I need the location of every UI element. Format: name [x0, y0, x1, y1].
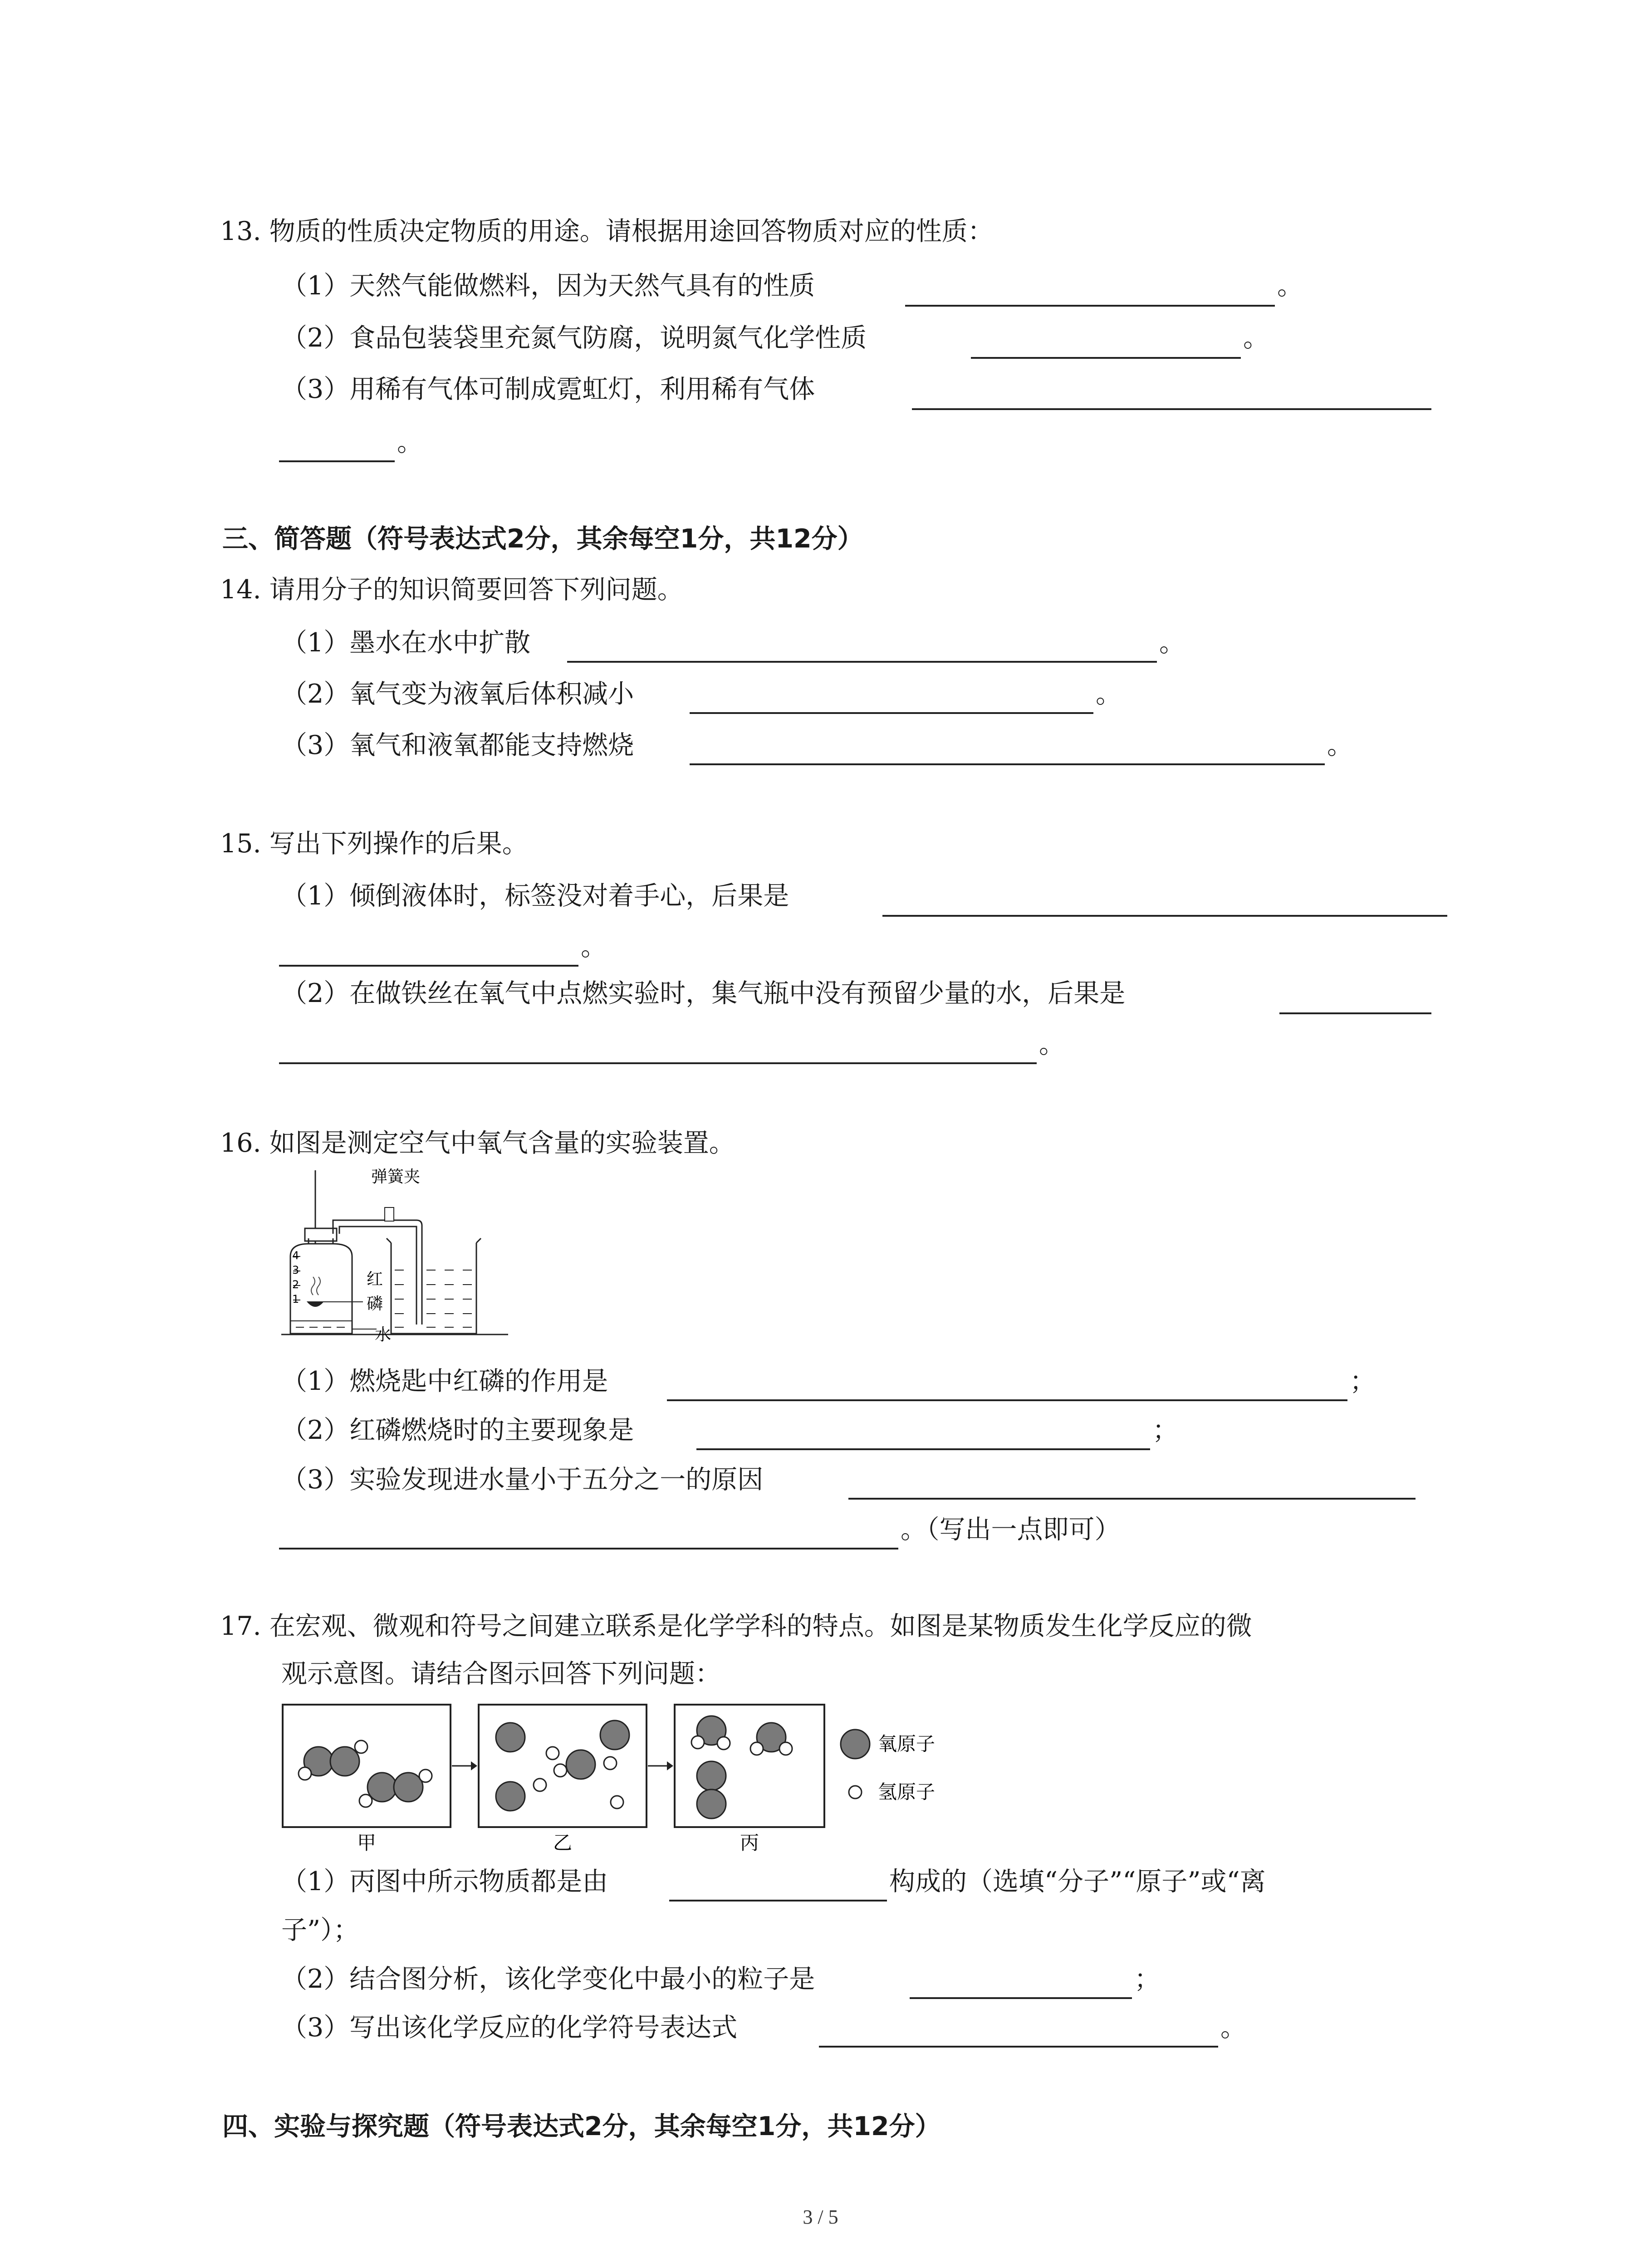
scale-1: 1: [292, 1293, 299, 1305]
q15-part2: （2）在做铁丝在氧气中点燃实验时，集气瓶中没有预留少量的水，后果是: [281, 978, 1126, 1008]
q14-part2: （2）氧气变为液氧后体积减小: [281, 679, 634, 709]
q15-part1: （1）倾倒液体时，标签没对着手心，后果是: [281, 881, 789, 911]
q17-part3: （3）写出该化学反应的化学符号表达式: [281, 2013, 738, 2043]
q17-stem-line1: 17. 在宏观、微观和符号之间建立联系是化学学科的特点。如图是某物质发生化学反应的微: [220, 1611, 1252, 1641]
reaction-microscopic-figure: [281, 1703, 980, 1860]
q13-period2: 。: [1243, 323, 1269, 353]
label-yi: 乙: [553, 1832, 573, 1854]
q17-semicolon2: ；: [1134, 1964, 1160, 1994]
q17-stem-line2: 观示意图。请结合图示回答下列问题：: [281, 1659, 721, 1689]
label-jia: 甲: [357, 1832, 377, 1854]
section3-title: 三、简答题（符号表达式2分，其余每空1分，共12分）: [222, 524, 863, 554]
q17-part1-tail: 构成的（选填“分子”“原子”或“离: [889, 1867, 1266, 1897]
q13-stem: 13. 物质的性质决定物质的用途。请根据用途回答物质对应的性质：: [220, 216, 994, 246]
gas-bottle: [290, 1244, 352, 1334]
q15-blank1a[interactable]: [882, 915, 1447, 917]
q13-blank1[interactable]: [905, 305, 1275, 307]
scale-4: 4: [292, 1249, 299, 1262]
q13-period1: 。: [1277, 271, 1303, 301]
page-number: 3 / 5: [803, 2206, 838, 2228]
beaker: [391, 1243, 476, 1334]
scale-2: 2: [292, 1278, 299, 1291]
red-label: 红: [367, 1270, 383, 1289]
legend-hydrogen-atom: [849, 1786, 862, 1799]
q13-part2: （2）食品包装袋里充氮气防腐，说明氮气化学性质: [281, 323, 867, 353]
q15-blank1b[interactable]: [279, 965, 578, 967]
q15-period2: 。: [1039, 1029, 1065, 1059]
label-bing: 丙: [740, 1832, 759, 1854]
q16-blank1[interactable]: [667, 1399, 1347, 1401]
q16-part1: （1）燃烧匙中红磷的作用是: [281, 1366, 608, 1396]
q14-blank3[interactable]: [690, 763, 1325, 765]
q17-part2: （2）结合图分析，该化学变化中最小的粒子是: [281, 1964, 815, 1994]
q14-blank1[interactable]: [567, 661, 1157, 663]
q15-stem: 15. 写出下列操作的后果。: [220, 829, 528, 859]
q16-hint: 。（写出一点即可）: [901, 1515, 1121, 1545]
legend-hydrogen-label: 氢原子: [878, 1781, 936, 1803]
q16-part3: （3）实验发现进水量小于五分之一的原因: [281, 1465, 764, 1495]
q16-semicolon2: ；: [1152, 1415, 1178, 1445]
water-label: 水: [375, 1325, 392, 1344]
q16-stem: 16. 如图是测定空气中氧气含量的实验装置。: [220, 1128, 735, 1158]
q14-blank2[interactable]: [690, 712, 1093, 714]
section4-title: 四、实验与探究题（符号表达式2分，其余每空1分，共12分）: [222, 2112, 941, 2141]
q17-blank1[interactable]: [669, 1900, 887, 1901]
q14-stem: 14. 请用分子的知识简要回答下列问题。: [220, 575, 683, 605]
q13-blank2[interactable]: [971, 357, 1241, 359]
q16-semicolon1: ；: [1350, 1366, 1376, 1396]
q14-part1: （1）墨水在水中扩散: [281, 628, 531, 658]
q16-blank3a[interactable]: [848, 1498, 1416, 1500]
q16-blank2[interactable]: [696, 1448, 1150, 1450]
q17-part1: （1）丙图中所示物质都是由: [281, 1867, 608, 1897]
q13-part3: （3）用稀有气体可制成霓虹灯，利用稀有气体: [281, 374, 815, 404]
q13-part1: （1）天然气能做燃料，因为天然气具有的性质: [281, 271, 815, 301]
q15-blank2b[interactable]: [279, 1062, 1037, 1064]
clamp-label: 弹簧夹: [371, 1168, 421, 1186]
legend-oxygen-label: 氧原子: [878, 1733, 936, 1755]
q15-blank2a[interactable]: [1279, 1012, 1431, 1014]
q13-period3: 。: [397, 427, 423, 457]
beaker-water: [395, 1270, 472, 1327]
q14-part3: （3）氧气和液氧都能支持燃烧: [281, 730, 634, 760]
oxygen-experiment-figure: [272, 1166, 526, 1347]
scale-3: 3: [292, 1264, 299, 1276]
q14-period3: 。: [1327, 730, 1353, 760]
q17-part1-end: 子”）；: [281, 1915, 359, 1945]
legend-oxygen-atom: [841, 1730, 870, 1759]
q14-period2: 。: [1096, 679, 1122, 709]
q16-part2: （2）红磷燃烧时的主要现象是: [281, 1415, 634, 1445]
q15-period1: 。: [581, 932, 607, 962]
q14-period1: 。: [1159, 628, 1185, 658]
q16-blank3b[interactable]: [279, 1548, 898, 1549]
q17-blank2[interactable]: [910, 1997, 1132, 1999]
q13-blank3a[interactable]: [912, 408, 1431, 410]
q17-period3: 。: [1220, 2013, 1246, 2043]
spring-clamp: [385, 1207, 394, 1221]
q17-blank3[interactable]: [819, 2046, 1218, 2048]
stopper: [305, 1228, 337, 1241]
q13-blank3b[interactable]: [279, 460, 395, 462]
phosphorus-label: 磷: [367, 1295, 383, 1313]
